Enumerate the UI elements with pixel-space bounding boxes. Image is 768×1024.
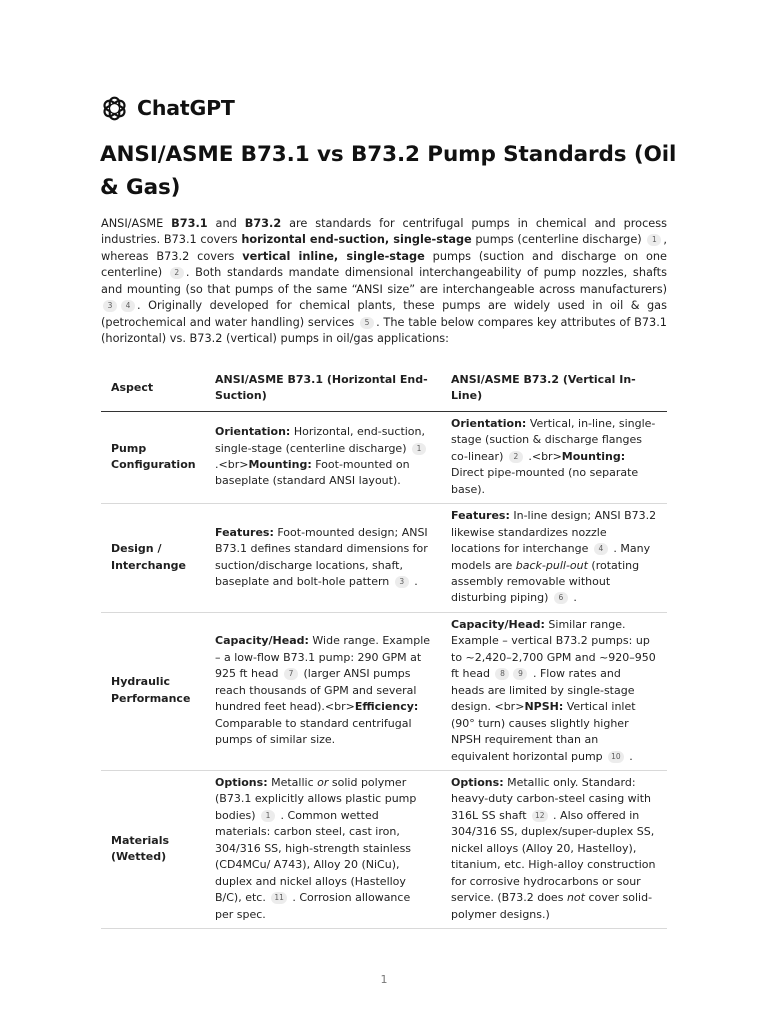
b731-cell: Options: Metallic or solid polymer (B73.1 explicitly allows plastic pump bodies) 1 . Common wetted materials: carbon steel, cast iron, 304/316 SS, high-strength stainless (CD4MCu/ A743), Alloy 20 (NiCu), duplex and nickel alloys (Hastelloy B/C), etc. 11 . Corrosion allowance per spec. bbox=[205, 770, 441, 928]
comparison-table bbox=[101, 368, 667, 929]
page-number: 1 bbox=[380, 973, 388, 986]
citation-badge[interactable]: 10 bbox=[608, 751, 624, 763]
aspect-cell: Materials (Wetted) bbox=[101, 770, 205, 928]
citation-badge[interactable]: 12 bbox=[532, 810, 548, 822]
citation-badge[interactable]: 5 bbox=[360, 317, 374, 329]
citation-badge[interactable]: 7 bbox=[284, 668, 298, 680]
intro-paragraph: ANSI/ASME B73.1 and B73.2 are standards for centrifugal pumps in chemical and process industries. B73.1 covers horizontal end-suction, single-stage pumps (centerline discharge) 1 , whereas B73.2 covers vertical inline, single-stage pumps (suction and discharge on one centerline) 2 . Both standards mandate dimensional interchangeability of pump nozzles, shafts and mounting (so that pumps of the same “ANSI size” are interchangeable across manufacturers) 3 4 . Originally developed for chemical plants, these pumps are widely used in oil & gas (petrochemical and water handling) services 5 . The table below compares key attributes of B73.1 (horizontal) vs. B73.2 (vertical) pumps in oil/gas applications: bbox=[101, 217, 668, 346]
table-row bbox=[101, 612, 667, 770]
b731-cell: Features: Foot-mounted design; ANSI B73.1 defines standard dimensions for suction/discharge locations, shaft, baseplate and bolt-hole pattern 3 . bbox=[205, 504, 441, 613]
citation-badge[interactable]: 3 bbox=[395, 576, 409, 588]
header-b732: ANSI/ASME B73.2 (Vertical In-Line) bbox=[441, 368, 667, 411]
document-title: ANSI/ASME B73.1 vs B73.2 Pump Standards (Oil & Gas) bbox=[100, 142, 677, 200]
brand-header bbox=[101, 94, 235, 122]
citation-badge[interactable]: 8 bbox=[495, 668, 509, 680]
table-header-row bbox=[101, 368, 667, 411]
header-b731: ANSI/ASME B73.1 (Horizontal End-Suction) bbox=[205, 368, 441, 411]
header-aspect: Aspect bbox=[101, 368, 205, 411]
b732-cell: Capacity/Head: Similar range. Example – vertical B73.2 pumps: up to ~2,420–2,700 GPM and ~920–950 ft head 8 9 . Flow rates and heads are limited by single-stage design. <br>NPSH: Vertical inlet (90° turn) causes slightly higher NPSH requirement than an equivalent horizontal pump 10 . bbox=[441, 612, 667, 770]
b732-cell: Features: In-line design; ANSI B73.2 likewise standardizes nozzle locations for interchange 4 . Many models are back-pull-out (rotating assembly removable without disturbing piping) 6 . bbox=[441, 504, 667, 613]
b732-cell: Options: Metallic only. Standard: heavy-duty carbon-steel casing with 316L SS shaft 12 . Also offered in 304/316 SS, duplex/super-duplex SS, nickel alloys (Alloy 20, Hastelloy), titanium, etc. High-alloy construction for corrosive hydrocarbons or sour service. (B73.2 does not cover solid-polymer designs.) bbox=[441, 770, 667, 928]
citation-badge[interactable]: 4 bbox=[121, 300, 135, 312]
aspect-cell: Design / Interchange bbox=[101, 504, 205, 613]
brand-name: ChatGPT bbox=[137, 96, 235, 120]
b732-cell: Orientation: Vertical, in-line, single-stage (suction & discharge flanges co-linear) 2 .<br>Mounting: Direct pipe-mounted (no separate base). bbox=[441, 411, 667, 503]
table-row bbox=[101, 504, 667, 613]
citation-badge[interactable]: 9 bbox=[513, 668, 527, 680]
citation-badge[interactable]: 1 bbox=[647, 234, 661, 246]
citation-badge[interactable]: 2 bbox=[170, 267, 184, 279]
citation-badge[interactable]: 1 bbox=[261, 810, 275, 822]
b731-cell: Orientation: Horizontal, end-suction, single-stage (centerline discharge) 1 .<br>Mounting: Foot-mounted on baseplate (standard ANSI layout). bbox=[205, 411, 441, 503]
aspect-cell: Hydraulic Performance bbox=[101, 612, 205, 770]
citation-badge[interactable]: 11 bbox=[271, 892, 287, 904]
openai-logo-icon bbox=[101, 95, 128, 122]
aspect-cell: Pump Configuration bbox=[101, 411, 205, 503]
citation-badge[interactable]: 6 bbox=[554, 592, 568, 604]
table-row bbox=[101, 770, 667, 928]
citation-badge[interactable]: 4 bbox=[594, 543, 608, 555]
table-row bbox=[101, 411, 667, 503]
b731-cell: Capacity/Head: Wide range. Example – a low-flow B73.1 pump: 290 GPM at 925 ft head 7 (larger ANSI pumps reach thousands of GPM and several hundred feet head).<br>Efficiency: Comparable to standard centrifugal pumps of similar size. bbox=[205, 612, 441, 770]
citation-badge[interactable]: 3 bbox=[103, 300, 117, 312]
citation-badge[interactable]: 1 bbox=[412, 443, 426, 455]
citation-badge[interactable]: 2 bbox=[509, 451, 523, 463]
